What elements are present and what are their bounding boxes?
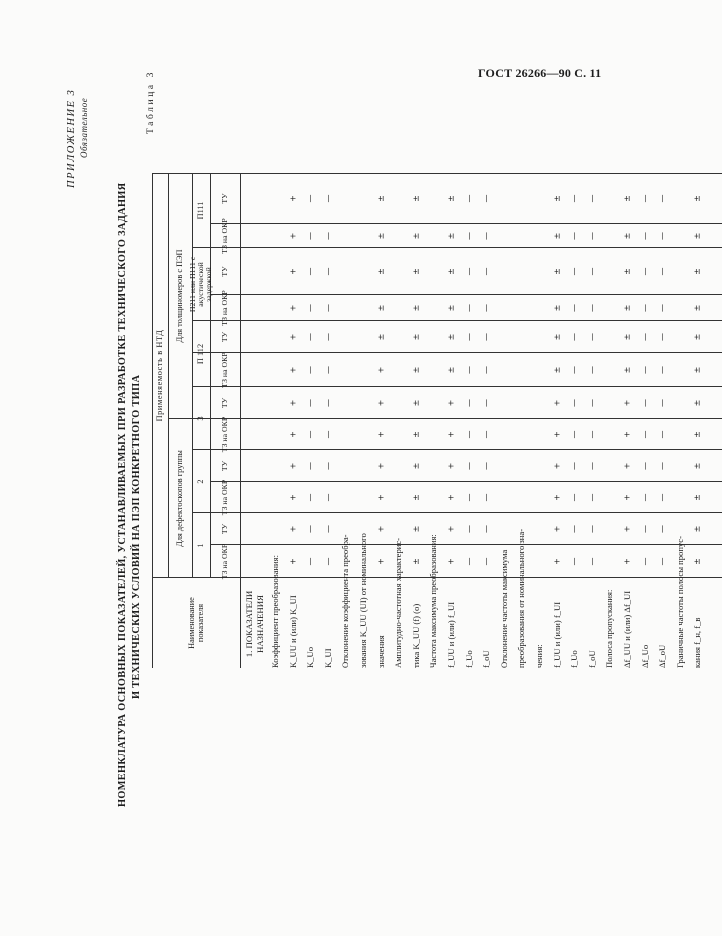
mark-r3-c9: — xyxy=(323,267,333,276)
col-separator-10 xyxy=(210,223,722,224)
row-label-7: Амплитудно-частотная характерис- xyxy=(393,537,404,668)
mark-r21-c4: — xyxy=(640,430,650,439)
mark-r22-c8: — xyxy=(657,304,667,312)
mark-r2-c10: — xyxy=(305,232,315,240)
mark-r20-c9: ± xyxy=(622,268,632,275)
mark-r16-c2: + xyxy=(552,494,562,501)
mark-r11-c8: — xyxy=(464,304,474,312)
document-title-line1: НОМЕНКЛАТУРА ОСНОВНЫХ ПОКАЗАТЕЛЕЙ, УСТАНАВЛИВАЕМЫХ ПРИ РАЗРАБОТКЕ ТЕХНИЧЕСКОГО ЗАДАНИЯ xyxy=(117,182,128,807)
mark-r21-c1: — xyxy=(640,525,650,533)
mark-r24-c7: ± xyxy=(692,333,702,341)
row-label-0: Коэффициент преобразования: xyxy=(270,555,280,668)
mark-r1-c7: + xyxy=(288,333,298,341)
row-label-20: Δf_UU и (или) Δf_UI xyxy=(622,590,632,668)
mark-r18-c11: — xyxy=(587,194,597,203)
mark-r18-c0: — xyxy=(587,557,597,566)
row-label-17: f_Uo xyxy=(569,650,580,668)
page-header: ГОСТ 26266—90 С. 11 xyxy=(478,66,602,80)
name-column-header: Наименование показателя xyxy=(186,597,205,649)
indicators-table xyxy=(152,173,722,668)
row-label-4: Отклонение коэффициента преобра- xyxy=(340,534,351,668)
mark-r17-c2: — xyxy=(569,493,579,502)
subgroup-separator-1 xyxy=(192,386,210,387)
row-label-18: f_oU xyxy=(586,650,597,668)
mark-r22-c9: — xyxy=(657,267,667,276)
mark-r24-c2: ± xyxy=(692,494,702,501)
mark-r24-c11: ± xyxy=(692,195,702,202)
mark-r24-c10: ± xyxy=(692,232,702,240)
mark-r16-c3: + xyxy=(552,462,562,470)
mark-r1-c2: + xyxy=(288,494,298,501)
mark-r8-c1: ± xyxy=(411,525,421,533)
mark-r21-c0: — xyxy=(640,557,650,566)
mark-r12-c8: — xyxy=(481,304,491,312)
mark-r22-c2: — xyxy=(657,493,667,502)
mark-r1-c3: + xyxy=(288,462,298,470)
subgroup-separator-2 xyxy=(192,320,210,321)
mark-r1-c4: + xyxy=(288,431,298,438)
mark-r3-c8: — xyxy=(323,304,333,312)
mark-r8-c9: ± xyxy=(411,268,421,275)
row-label-19: Полоса пропускания: xyxy=(604,589,615,668)
subgroup-4: П 112 xyxy=(196,343,206,365)
mark-r22-c4: — xyxy=(657,430,667,439)
mark-r17-c1: — xyxy=(569,525,579,533)
mark-r12-c0: — xyxy=(481,557,491,566)
mark-r6-c6: + xyxy=(376,366,386,374)
mark-r16-c5: + xyxy=(552,399,562,407)
mark-r17-c6: — xyxy=(569,366,579,374)
mark-r16-c10: ± xyxy=(552,232,562,240)
mark-r11-c1: — xyxy=(464,525,474,533)
col-header-4: ТУ xyxy=(219,460,229,472)
mark-r12-c3: — xyxy=(481,462,491,470)
mark-r12-c9: — xyxy=(481,267,491,276)
appendix-subtitle: Обязательное xyxy=(79,97,89,158)
subgroup-6: П111 xyxy=(196,201,206,220)
mark-r16-c9: ± xyxy=(552,268,562,275)
mark-r22-c11: — xyxy=(657,194,667,203)
row-label-9: Частота максимума преобразования: xyxy=(428,534,439,668)
mark-r24-c8: ± xyxy=(692,304,702,312)
subgroup-5: П211 или П111 с акустической задержкой xyxy=(188,256,213,313)
mark-r8-c0: ± xyxy=(411,558,421,565)
row-label-10: f_UU и (или) f_UI xyxy=(446,601,456,668)
mark-r17-c0: — xyxy=(569,557,579,566)
mark-r6-c5: + xyxy=(376,399,386,407)
mark-r21-c11: — xyxy=(640,194,650,203)
row-label-21: Δf_Uo xyxy=(639,644,650,668)
subgroup-2: 2 xyxy=(196,479,206,484)
mark-r20-c1: + xyxy=(622,525,632,533)
mark-r1-c1: + xyxy=(288,525,298,533)
mark-r6-c8: ± xyxy=(376,304,386,312)
col-header-6: ТУ xyxy=(219,397,229,409)
mark-r18-c10: — xyxy=(587,232,597,240)
mark-r2-c1: — xyxy=(305,525,315,533)
mark-r3-c6: — xyxy=(323,366,333,374)
mark-r2-c8: — xyxy=(305,304,315,312)
mark-r22-c1: — xyxy=(657,525,667,533)
col-header-5: ТЗ на ОКР xyxy=(219,416,229,453)
col-separator-8 xyxy=(210,294,722,295)
subgroup-3: 3 xyxy=(196,416,206,421)
mark-r10-c8: ± xyxy=(446,304,456,312)
mark-r24-c1: ± xyxy=(692,525,702,533)
mark-r12-c5: — xyxy=(481,399,491,407)
mark-r8-c5: ± xyxy=(411,399,421,407)
mark-r6-c7: ± xyxy=(376,333,386,341)
mark-r24-c0: ± xyxy=(692,558,702,565)
mark-r24-c4: ± xyxy=(692,431,702,438)
row-label-8: тика K_UU (f) (o) xyxy=(410,603,421,668)
mark-r16-c1: + xyxy=(552,525,562,533)
mark-r17-c8: — xyxy=(569,304,579,312)
mark-r3-c1: — xyxy=(323,525,333,533)
mark-r20-c8: ± xyxy=(622,304,632,312)
group-separator-2 xyxy=(192,352,722,353)
mark-r11-c7: — xyxy=(464,333,474,341)
mark-r17-c7: — xyxy=(569,333,579,341)
mark-r18-c6: — xyxy=(587,366,597,374)
col-header-2: ТУ xyxy=(219,523,229,535)
mark-r1-c11: + xyxy=(288,195,298,202)
mark-r21-c5: — xyxy=(640,399,650,407)
group-separator-3 xyxy=(192,247,722,248)
mark-r18-c1: — xyxy=(587,525,597,533)
mark-r8-c7: ± xyxy=(411,333,421,341)
mark-r6-c9: ± xyxy=(376,268,386,275)
col-header-11: ТЗ на ОКР xyxy=(219,218,229,254)
mark-r16-c8: ± xyxy=(552,304,562,312)
mark-r20-c4: + xyxy=(622,431,632,438)
mark-r20-c7: ± xyxy=(622,333,632,341)
appendix-title: ПРИЛОЖЕНИЕ 3 xyxy=(66,88,77,188)
mark-r3-c5: — xyxy=(323,399,333,407)
document-title-line2: И ТЕХНИЧЕСКИХ УСЛОВИЙ НА ПЭП КОНКРЕТНОГО ТИПА xyxy=(131,374,142,699)
mark-r22-c5: — xyxy=(657,399,667,407)
mark-r22-c0: — xyxy=(657,557,667,566)
subgroup-separator-0 xyxy=(192,449,210,450)
mark-r10-c10: ± xyxy=(446,232,456,240)
mark-r20-c11: ± xyxy=(622,195,632,202)
group-thickness-header: Для толщиномеров с ПЭП xyxy=(175,249,185,343)
mark-r20-c6: ± xyxy=(622,366,632,374)
mark-r8-c4: ± xyxy=(411,431,421,438)
mark-r2-c7: — xyxy=(305,333,315,341)
mark-r10-c4: + xyxy=(446,431,456,438)
mark-r12-c1: — xyxy=(481,525,491,533)
mark-r6-c4: + xyxy=(376,431,386,438)
section-title: 1. ПОКАЗАТЕЛИ НАЗНАЧЕНИЯ xyxy=(244,590,265,658)
mark-r18-c5: — xyxy=(587,399,597,407)
mark-r3-c11: — xyxy=(323,194,333,203)
mark-r3-c10: — xyxy=(323,232,333,240)
col-separator-7 xyxy=(210,320,722,321)
mark-r10-c11: ± xyxy=(446,195,456,202)
mark-r8-c6: ± xyxy=(411,366,421,374)
row-label-3: K_UI xyxy=(322,648,333,668)
row-label-24: кания f_н, f_в xyxy=(692,617,703,668)
mark-r11-c9: — xyxy=(464,267,474,276)
mark-r17-c3: — xyxy=(569,462,579,470)
row-label-1: K_UU и (или) K_UI xyxy=(287,595,298,668)
mark-r17-c9: — xyxy=(569,267,579,276)
col-header-12: ТУ xyxy=(219,193,229,204)
mark-r12-c2: — xyxy=(481,493,491,502)
col-separator-3 xyxy=(210,449,722,450)
mark-r16-c0: + xyxy=(552,558,562,565)
row-label-15: чения: xyxy=(534,644,544,668)
mark-r16-c4: + xyxy=(552,431,562,438)
mark-r6-c0: + xyxy=(376,558,386,565)
mark-r16-c6: ± xyxy=(552,366,562,374)
mark-r21-c7: — xyxy=(640,333,650,341)
mark-r21-c6: — xyxy=(640,366,650,374)
mark-r2-c6: — xyxy=(305,366,315,374)
row-label-6: значения xyxy=(375,635,386,668)
mark-r2-c2: — xyxy=(305,493,315,502)
mark-r21-c10: — xyxy=(640,232,650,240)
mark-r12-c7: — xyxy=(481,333,491,341)
mark-r24-c3: ± xyxy=(692,462,702,470)
mark-r3-c2: — xyxy=(323,493,333,502)
mark-r16-c11: ± xyxy=(552,195,562,202)
mark-r20-c5: + xyxy=(622,399,632,407)
mark-r18-c8: — xyxy=(587,304,597,312)
mark-r17-c4: — xyxy=(569,430,579,439)
subgroup-1: 1 xyxy=(196,543,206,548)
mark-r10-c7: ± xyxy=(446,333,456,341)
mark-r3-c3: — xyxy=(323,462,333,470)
group-defect-header: Для дефектоскопов группы xyxy=(175,450,185,547)
mark-r12-c10: — xyxy=(481,232,491,240)
mark-r2-c0: — xyxy=(305,557,315,566)
mark-r17-c11: — xyxy=(569,194,579,203)
col-header-3: ТЗ на ОКР xyxy=(219,479,229,516)
col-separator-5 xyxy=(210,386,722,387)
row-label-13: Отклонение частоты максимума xyxy=(498,549,509,668)
mark-r10-c0: + xyxy=(446,558,456,565)
mark-r20-c2: + xyxy=(622,494,632,501)
mark-r10-c6: ± xyxy=(446,366,456,374)
mark-r1-c0: + xyxy=(288,558,298,565)
mark-r2-c9: — xyxy=(305,267,315,276)
mark-r8-c11: ± xyxy=(411,195,421,202)
mark-r10-c5: + xyxy=(446,399,456,407)
mark-r3-c0: — xyxy=(323,557,333,566)
mark-r8-c10: ± xyxy=(411,232,421,240)
mark-r2-c11: — xyxy=(305,194,315,203)
row-label-2: K_Uo xyxy=(305,646,316,668)
mark-r10-c3: + xyxy=(446,462,456,470)
mark-r6-c10: ± xyxy=(376,232,386,240)
mark-r10-c2: + xyxy=(446,494,456,501)
col-header-1: ТЗ на ОКР xyxy=(219,543,229,580)
mark-r1-c9: + xyxy=(288,268,298,275)
mark-r8-c2: ± xyxy=(411,494,421,501)
mark-r6-c1: + xyxy=(376,525,386,533)
applicability-header: Применяемость в НТД xyxy=(155,329,165,422)
mark-r2-c4: — xyxy=(305,430,315,439)
mark-r17-c10: — xyxy=(569,232,579,240)
col-separator-0 xyxy=(210,544,722,545)
mark-r1-c5: + xyxy=(288,399,298,407)
mark-r6-c11: ± xyxy=(376,195,386,202)
mark-r11-c11: — xyxy=(464,194,474,203)
mark-r11-c6: — xyxy=(464,366,474,374)
group-separator-1 xyxy=(192,418,722,419)
row-label-11: f_Uo xyxy=(463,650,474,668)
mark-r2-c5: — xyxy=(305,399,315,407)
mark-r22-c10: — xyxy=(657,232,667,240)
mark-r8-c3: ± xyxy=(411,462,421,470)
mark-r1-c8: + xyxy=(288,304,298,312)
mark-r18-c2: — xyxy=(587,493,597,502)
row-label-16: f_UU и (или) f_UI xyxy=(551,601,562,668)
row-label-23: Граничные частоты полосы пропус- xyxy=(674,536,685,668)
mark-r20-c3: + xyxy=(622,462,632,470)
col-header-9: ТЗ на ОКР xyxy=(219,290,229,326)
table-label: Таблица 3 xyxy=(146,69,156,134)
mark-r18-c7: — xyxy=(587,333,597,341)
row-label-12: f_oU xyxy=(481,650,492,668)
mark-r21-c8: — xyxy=(640,304,650,312)
mark-r1-c6: + xyxy=(288,366,298,374)
mark-r24-c5: ± xyxy=(692,399,702,407)
group-separator-0 xyxy=(192,512,722,513)
row-label-5: зования K_UU (UI) от номинального xyxy=(358,533,368,668)
mark-r10-c1: + xyxy=(446,525,456,533)
mark-r21-c2: — xyxy=(640,493,650,502)
mark-r24-c6: ± xyxy=(692,366,702,374)
mark-r22-c3: — xyxy=(657,462,667,470)
mark-r12-c6: — xyxy=(481,366,491,374)
mark-r18-c3: — xyxy=(587,462,597,470)
col-header-7: ТЗ на ОКР xyxy=(219,352,229,388)
mark-r6-c3: + xyxy=(376,462,386,470)
row-label-22: Δf_oU xyxy=(657,644,668,668)
mark-r11-c10: — xyxy=(464,232,474,240)
mark-r11-c5: — xyxy=(464,399,474,407)
mark-r8-c8: ± xyxy=(411,304,421,312)
mark-r20-c0: + xyxy=(622,558,632,565)
mark-r11-c0: — xyxy=(464,557,474,566)
mark-r3-c4: — xyxy=(323,430,333,439)
col-header-8: ТУ xyxy=(219,331,229,343)
mark-r12-c11: — xyxy=(481,194,491,203)
mark-r21-c9: — xyxy=(640,267,650,276)
mark-r24-c9: ± xyxy=(692,268,702,275)
mark-r16-c7: ± xyxy=(552,333,562,341)
col-separator-2 xyxy=(210,481,722,482)
col-header-10: ТУ xyxy=(219,266,229,277)
mark-r20-c10: ± xyxy=(622,232,632,240)
mark-r22-c6: — xyxy=(657,366,667,374)
mark-r6-c2: + xyxy=(376,494,386,501)
row-label-14: преобразования от номинального зна- xyxy=(516,528,527,668)
mark-r18-c9: — xyxy=(587,267,597,276)
mark-r10-c9: ± xyxy=(446,268,456,275)
mark-r22-c7: — xyxy=(657,333,667,341)
mark-r3-c7: — xyxy=(323,333,333,341)
mark-r2-c3: — xyxy=(305,462,315,470)
mark-r11-c2: — xyxy=(464,493,474,502)
mark-r21-c3: — xyxy=(640,462,650,470)
mark-r1-c10: + xyxy=(288,232,298,240)
mark-r18-c4: — xyxy=(587,430,597,439)
mark-r17-c5: — xyxy=(569,399,579,407)
mark-r11-c3: — xyxy=(464,462,474,470)
mark-r12-c4: — xyxy=(481,430,491,439)
mark-r11-c4: — xyxy=(464,430,474,439)
